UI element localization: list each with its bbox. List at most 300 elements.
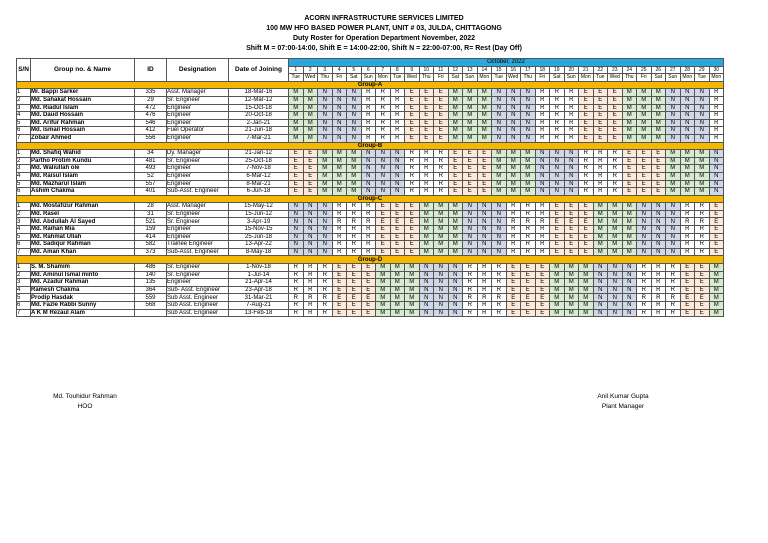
shift-cell: M — [289, 127, 304, 135]
shift-cell: N — [390, 157, 405, 165]
shift-cell: E — [448, 180, 463, 188]
shift-cell: M — [564, 279, 579, 287]
shift-cell: N — [318, 96, 333, 104]
employee-id: 493 — [135, 165, 167, 173]
day-name-header: Fri — [637, 74, 652, 82]
company-name: ACORN INFRASTRUCTURE SERVICES LIMITED — [304, 15, 464, 22]
shift-cell: E — [434, 134, 449, 142]
table-row — [17, 233, 724, 241]
shift-cell: M — [332, 150, 347, 158]
shift-cell: M — [622, 210, 637, 218]
serial-number: 1 — [17, 203, 31, 211]
shift-cell: N — [593, 294, 608, 302]
shift-cell: M — [666, 165, 681, 173]
table-row — [17, 172, 724, 180]
shift-cell: M — [680, 150, 695, 158]
shift-cell: E — [564, 241, 579, 249]
shift-cell: N — [347, 104, 362, 112]
shift-cell: E — [390, 233, 405, 241]
shift-cell: N — [550, 172, 565, 180]
shift-cell: N — [521, 127, 536, 135]
date-of-joining: 6-Jun-18 — [229, 188, 289, 196]
shift-cell: N — [361, 188, 376, 196]
shift-cell: E — [651, 172, 666, 180]
shift-cell: N — [564, 150, 579, 158]
serial-number: 5 — [17, 119, 31, 127]
shift-cell: E — [347, 279, 362, 287]
shift-cell: R — [463, 279, 478, 287]
shift-cell: M — [434, 218, 449, 226]
shift-cell: R — [390, 96, 405, 104]
shift-cell: E — [332, 286, 347, 294]
serial-number: 3 — [17, 279, 31, 287]
shift-cell: R — [535, 96, 550, 104]
shift-cell: N — [709, 172, 724, 180]
shift-cell: N — [448, 294, 463, 302]
shift-cell: R — [593, 157, 608, 165]
shift-cell: E — [405, 210, 420, 218]
shift-cell: M — [434, 248, 449, 256]
shift-cell: N — [695, 89, 710, 97]
date-of-joining: 3-Apr-19 — [229, 218, 289, 226]
shift-cell: N — [680, 134, 695, 142]
shift-cell: R — [564, 89, 579, 97]
shift-cell: N — [318, 112, 333, 120]
shift-cell: N — [492, 96, 507, 104]
shift-cell: N — [303, 210, 318, 218]
employee-id: 140 — [135, 271, 167, 279]
shift-cell: R — [347, 233, 362, 241]
shift-cell: M — [637, 119, 652, 127]
day-name-header: Sun — [666, 74, 681, 82]
shift-cell: N — [477, 233, 492, 241]
shift-cell: M — [303, 96, 318, 104]
designation: Asst. Manager — [167, 89, 229, 97]
shift-cell: R — [680, 210, 695, 218]
shift-cell: M — [695, 150, 710, 158]
shift-cell: E — [332, 264, 347, 272]
shift-cell: M — [709, 279, 724, 287]
shift-cell: M — [695, 172, 710, 180]
right-signature — [578, 392, 668, 412]
shift-cell: R — [347, 210, 362, 218]
day-number-header: 25 — [637, 66, 652, 74]
shift-cell: R — [303, 279, 318, 287]
shift-cell: R — [419, 172, 434, 180]
serial-number: 3 — [17, 165, 31, 173]
shift-cell: R — [637, 294, 652, 302]
shift-cell: R — [390, 119, 405, 127]
shift-cell: E — [535, 271, 550, 279]
shift-cell: M — [448, 89, 463, 97]
col-doj-header: Date of Joining — [229, 59, 289, 82]
shift-cell: R — [535, 134, 550, 142]
shift-cell: R — [651, 264, 666, 272]
date-of-joining: 21-Jan-12 — [229, 150, 289, 158]
shift-cell: N — [303, 233, 318, 241]
shift-cell: E — [376, 241, 391, 249]
shift-cell: R — [521, 248, 536, 256]
shift-cell: R — [637, 271, 652, 279]
shift-cell: E — [506, 286, 521, 294]
shift-cell: M — [405, 264, 420, 272]
shift-cell: E — [593, 89, 608, 97]
shift-cell: M — [477, 119, 492, 127]
employee-name: S. M. Shamim — [31, 264, 135, 272]
shift-cell: N — [477, 218, 492, 226]
shift-cell: M — [318, 157, 333, 165]
designation: Sub- Asst. Engineer — [167, 286, 229, 294]
shift-cell: N — [492, 127, 507, 135]
serial-number: 2 — [17, 157, 31, 165]
shift-cell: N — [535, 172, 550, 180]
shift-cell: R — [579, 165, 594, 173]
shift-cell: R — [318, 302, 333, 310]
table-row — [17, 119, 724, 127]
shift-cell: N — [637, 241, 652, 249]
shift-cell: E — [680, 302, 695, 310]
day-name-header: Wed — [303, 74, 318, 82]
shift-cell: N — [564, 157, 579, 165]
shift-cell: R — [709, 127, 724, 135]
shift-cell: R — [535, 218, 550, 226]
shift-cell: E — [564, 210, 579, 218]
shift-cell: M — [390, 286, 405, 294]
shift-cell: E — [593, 134, 608, 142]
date-of-joining: 25-Jun-18 — [229, 233, 289, 241]
day-number-header: 8 — [390, 66, 405, 74]
date-of-joining: 18-Mar-16 — [229, 89, 289, 97]
shift-cell: M — [550, 286, 565, 294]
shift-cell: M — [448, 112, 463, 120]
employee-id: 414 — [135, 233, 167, 241]
shift-cell: M — [492, 172, 507, 180]
shift-cell: N — [463, 248, 478, 256]
serial-number: 6 — [17, 127, 31, 135]
day-number-header: 28 — [680, 66, 695, 74]
serial-number: 6 — [17, 302, 31, 310]
shift-legend: Shift M = 07:00-14:00, Shift E = 14:00-22:00, Shift N = 22:00-07:00, R= Rest (Day Off) — [246, 45, 522, 52]
shift-cell: M — [521, 188, 536, 196]
shift-cell: N — [332, 89, 347, 97]
shift-cell: N — [318, 127, 333, 135]
shift-cell: R — [535, 226, 550, 234]
shift-cell: M — [303, 89, 318, 97]
shift-cell: N — [637, 233, 652, 241]
shift-cell: E — [550, 233, 565, 241]
shift-cell: M — [637, 104, 652, 112]
shift-cell: N — [492, 89, 507, 97]
shift-cell: R — [506, 203, 521, 211]
shift-cell: M — [463, 112, 478, 120]
shift-cell: M — [651, 104, 666, 112]
shift-cell: E — [535, 302, 550, 310]
shift-cell: E — [680, 279, 695, 287]
shift-cell: R — [535, 210, 550, 218]
serial-number: 4 — [17, 226, 31, 234]
shift-cell: E — [419, 112, 434, 120]
designation: Engineer — [167, 180, 229, 188]
shift-cell: N — [477, 226, 492, 234]
shift-cell: R — [608, 188, 623, 196]
shift-cell: E — [434, 89, 449, 97]
employee-name: Md. Sadiqur Rahman — [31, 241, 135, 249]
employee-id: 159 — [135, 226, 167, 234]
shift-cell: E — [448, 165, 463, 173]
shift-cell: N — [622, 309, 637, 317]
shift-cell: R — [550, 127, 565, 135]
shift-cell: E — [303, 172, 318, 180]
employee-id: 556 — [135, 134, 167, 142]
shift-cell: E — [361, 271, 376, 279]
shift-cell: R — [709, 89, 724, 97]
shift-cell: R — [332, 226, 347, 234]
shift-cell: E — [521, 309, 536, 317]
shift-cell: R — [535, 119, 550, 127]
shift-cell: M — [332, 172, 347, 180]
shift-cell: E — [579, 233, 594, 241]
group-label: Group-D — [17, 256, 724, 264]
shift-cell: E — [289, 157, 304, 165]
shift-cell: N — [361, 165, 376, 173]
shift-cell: R — [463, 309, 478, 317]
shift-cell: R — [405, 165, 420, 173]
shift-cell: M — [376, 279, 391, 287]
shift-cell: E — [390, 248, 405, 256]
shift-cell: E — [477, 172, 492, 180]
shift-cell: N — [637, 210, 652, 218]
shift-cell: M — [405, 279, 420, 287]
shift-cell: N — [506, 96, 521, 104]
shift-cell: R — [506, 226, 521, 234]
shift-cell: R — [289, 264, 304, 272]
shift-cell: E — [680, 264, 695, 272]
shift-cell: E — [361, 294, 376, 302]
shift-cell: E — [434, 104, 449, 112]
shift-cell: M — [405, 309, 420, 317]
day-name-header: Mon — [376, 74, 391, 82]
shift-cell: R — [564, 119, 579, 127]
shift-cell: R — [477, 271, 492, 279]
designation: Sub Asst. Engineer — [167, 294, 229, 302]
group-header-row — [17, 195, 724, 203]
shift-cell: N — [477, 210, 492, 218]
shift-cell: N — [448, 264, 463, 272]
shift-cell: E — [405, 203, 420, 211]
shift-cell: E — [434, 112, 449, 120]
date-of-joining: 2-Jan-21 — [229, 119, 289, 127]
shift-cell: M — [651, 134, 666, 142]
shift-cell: N — [709, 188, 724, 196]
designation: Asst. Manager — [167, 203, 229, 211]
shift-cell: R — [709, 104, 724, 112]
shift-cell: R — [289, 294, 304, 302]
designation: Sr. Engineer — [167, 264, 229, 272]
shift-cell: N — [318, 104, 333, 112]
shift-cell: R — [318, 294, 333, 302]
shift-cell: N — [289, 248, 304, 256]
shift-cell: N — [608, 279, 623, 287]
shift-cell: R — [680, 203, 695, 211]
shift-cell: R — [492, 279, 507, 287]
shift-cell: M — [419, 218, 434, 226]
date-of-joining: 12-Mar-12 — [229, 96, 289, 104]
day-name-header: Mon — [680, 74, 695, 82]
shift-cell: M — [651, 89, 666, 97]
designation: Sr. Engineer — [167, 96, 229, 104]
shift-cell: E — [289, 188, 304, 196]
shift-cell: R — [608, 165, 623, 173]
designation: Engineer — [167, 233, 229, 241]
shift-cell: N — [376, 180, 391, 188]
shift-cell: N — [695, 119, 710, 127]
day-number-header: 22 — [593, 66, 608, 74]
shift-cell: N — [434, 286, 449, 294]
shift-cell: M — [463, 134, 478, 142]
shift-cell: M — [434, 203, 449, 211]
shift-cell: R — [332, 233, 347, 241]
shift-cell: R — [550, 96, 565, 104]
shift-cell: N — [651, 233, 666, 241]
shift-cell: N — [318, 89, 333, 97]
shift-cell: N — [390, 150, 405, 158]
shift-cell: M — [347, 180, 362, 188]
right-signatory-name: Anil Kumar Gupta — [597, 393, 649, 400]
shift-cell: E — [579, 89, 594, 97]
serial-number: 2 — [17, 96, 31, 104]
shift-cell: M — [492, 157, 507, 165]
shift-cell: N — [709, 157, 724, 165]
shift-cell: R — [303, 309, 318, 317]
col-name-header: Group no. & Name — [31, 59, 135, 82]
shift-cell: E — [521, 271, 536, 279]
table-row — [17, 203, 724, 211]
shift-cell: R — [376, 112, 391, 120]
shift-cell: R — [492, 271, 507, 279]
shift-cell: R — [506, 210, 521, 218]
shift-cell: M — [622, 218, 637, 226]
shift-cell: E — [405, 218, 420, 226]
shift-cell: M — [695, 188, 710, 196]
shift-cell: E — [637, 150, 652, 158]
shift-cell: M — [492, 150, 507, 158]
table-row — [17, 127, 724, 135]
shift-cell: M — [521, 157, 536, 165]
shift-cell: M — [637, 89, 652, 97]
shift-cell: M — [434, 210, 449, 218]
shift-cell: N — [434, 279, 449, 287]
designation: Sub-Asst. Engineer — [167, 188, 229, 196]
shift-cell: R — [550, 104, 565, 112]
day-number-header: 10 — [419, 66, 434, 74]
shift-cell: R — [651, 271, 666, 279]
shift-cell: E — [448, 172, 463, 180]
shift-cell: R — [506, 241, 521, 249]
group-header-row — [17, 81, 724, 89]
shift-cell: N — [608, 264, 623, 272]
shift-cell: R — [390, 104, 405, 112]
shift-cell: N — [695, 112, 710, 120]
shift-cell: M — [347, 157, 362, 165]
left-signatory-role: HOO — [77, 403, 93, 410]
shift-cell: M — [347, 150, 362, 158]
shift-cell: N — [521, 134, 536, 142]
shift-cell: E — [463, 188, 478, 196]
shift-cell: E — [434, 119, 449, 127]
shift-cell: M — [448, 104, 463, 112]
employee-name: Md. Rasel — [31, 210, 135, 218]
shift-cell: E — [579, 134, 594, 142]
shift-cell: N — [593, 302, 608, 310]
shift-cell: N — [434, 302, 449, 310]
shift-cell: N — [695, 127, 710, 135]
shift-cell: R — [303, 271, 318, 279]
shift-cell: R — [608, 180, 623, 188]
shift-cell: M — [709, 309, 724, 317]
shift-cell: E — [332, 302, 347, 310]
shift-cell: R — [361, 248, 376, 256]
day-number-header: 18 — [535, 66, 550, 74]
shift-cell: M — [608, 203, 623, 211]
employee-name: Md. Rahmat Ullah — [31, 233, 135, 241]
shift-cell: M — [521, 172, 536, 180]
serial-number: 4 — [17, 286, 31, 294]
shift-cell: N — [521, 119, 536, 127]
shift-cell: R — [376, 127, 391, 135]
shift-cell: R — [680, 218, 695, 226]
shift-cell: N — [666, 248, 681, 256]
shift-cell: E — [289, 180, 304, 188]
day-name-header: Tue — [695, 74, 710, 82]
shift-cell: E — [419, 127, 434, 135]
employee-name: Md. Ismail Hossain — [31, 127, 135, 135]
shift-cell: E — [521, 302, 536, 310]
shift-cell: E — [463, 172, 478, 180]
shift-cell: M — [463, 96, 478, 104]
shift-cell: R — [463, 264, 478, 272]
shift-cell: E — [535, 309, 550, 317]
shift-cell: R — [303, 264, 318, 272]
shift-cell: E — [608, 119, 623, 127]
shift-cell: E — [448, 188, 463, 196]
shift-cell: N — [477, 203, 492, 211]
shift-cell: M — [695, 180, 710, 188]
shift-cell: R — [318, 286, 333, 294]
shift-cell: E — [550, 218, 565, 226]
shift-cell: R — [361, 241, 376, 249]
shift-cell: R — [666, 286, 681, 294]
shift-cell: M — [506, 180, 521, 188]
shift-cell: R — [376, 134, 391, 142]
employee-name: Zobair Ahmed — [31, 134, 135, 142]
roster-table — [16, 58, 724, 317]
designation: Fuel Operator — [167, 127, 229, 135]
shift-cell: N — [564, 188, 579, 196]
shift-cell: M — [680, 188, 695, 196]
shift-cell: E — [303, 165, 318, 173]
shift-cell: M — [622, 241, 637, 249]
employee-name: Md. Aman Khan — [31, 248, 135, 256]
shift-cell: R — [376, 96, 391, 104]
shift-cell: R — [593, 165, 608, 173]
shift-cell: R — [434, 172, 449, 180]
shift-cell: E — [637, 188, 652, 196]
shift-cell: R — [593, 172, 608, 180]
shift-cell: N — [434, 294, 449, 302]
shift-cell: R — [550, 89, 565, 97]
group-label: Group-A — [17, 81, 724, 89]
employee-name: Md. Aminul Ismal minto — [31, 271, 135, 279]
